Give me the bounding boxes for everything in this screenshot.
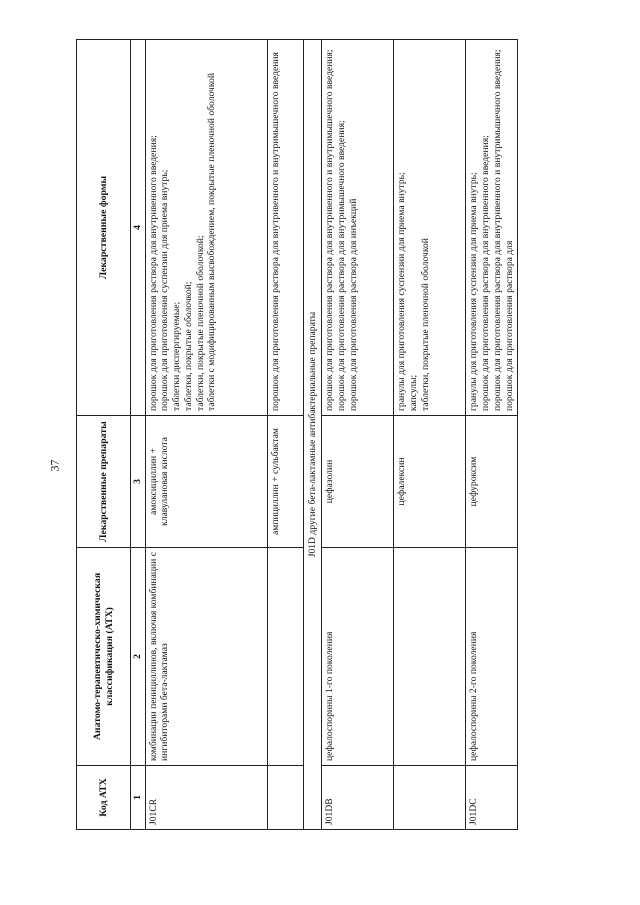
dosage-forms xyxy=(267,40,303,416)
section-title: J01D другие бета-лактамные антибактериальные препараты xyxy=(303,40,322,830)
atc-classification: цефалоспорины 1-го поколения xyxy=(322,548,394,766)
dosage-form: порошок для приготовления раствора для внутривенного и внутримышечного введения; xyxy=(324,49,336,411)
dosage-form: порошок для приготовления раствора для внутривенного и внутримышечного введения; xyxy=(491,49,503,411)
column-number: 4 xyxy=(131,40,146,416)
dosage-form: таблетки, покрытые пленочной оболочкой; xyxy=(194,235,206,411)
atc-classification: цефалоспорины 2-го поколения xyxy=(466,548,518,766)
dosage-form: капсулы; xyxy=(408,374,420,411)
table-row xyxy=(267,40,303,830)
header-classification: Анатомо-терапевтическо-химическая классификация (АТХ) xyxy=(77,548,131,766)
dosage-forms xyxy=(145,40,267,416)
drug-name: цефалексин xyxy=(394,416,466,548)
dosage-form: гранулы для приготовления суспензии для приема внутрь; xyxy=(396,172,408,411)
rotated-table-container xyxy=(76,40,611,830)
dosage-form: порошок для приготовления раствора для внутривенного введения; xyxy=(480,135,492,411)
dosage-form: порошок для приготовления раствора для xyxy=(503,240,515,411)
atc-classification: комбинации пенициллинов, включая комбинации с ингибиторами бета-лактамаз xyxy=(145,548,267,766)
header-code: Код АТХ xyxy=(77,766,131,830)
dosage-form: порошок для приготовления раствора для внутримышечного введения; xyxy=(336,120,348,411)
atc-code: J01DB xyxy=(322,766,394,830)
column-number: 2 xyxy=(131,548,146,766)
drug-name: ампициллин + сульбактам xyxy=(267,416,303,548)
section-row xyxy=(303,40,322,830)
dosage-form: таблетки с модифицированным высвобождением, покрытые пленочной оболочкой xyxy=(206,73,218,411)
dosage-form: порошок для приготовления раствора для внутривенного и внутримышечного введения xyxy=(269,52,281,411)
dosage-forms xyxy=(466,40,518,416)
column-number: 1 xyxy=(131,766,146,830)
dosage-form: порошок для приготовления суспензии для приема внутрь; xyxy=(159,169,171,411)
dosage-form: порошок для приготовления раствора для внутривенного введения; xyxy=(147,135,159,411)
header-drugs: Лекарственные препараты xyxy=(77,416,131,548)
dosage-form: гранулы для приготовления суспензии для приема внутрь; xyxy=(468,172,480,411)
table-row xyxy=(394,40,466,830)
dosage-forms xyxy=(322,40,394,416)
atc-classification xyxy=(267,548,303,766)
column-number-row xyxy=(131,40,146,830)
drug-table xyxy=(76,39,518,830)
table-row xyxy=(145,40,267,830)
atc-classification xyxy=(394,548,466,766)
dosage-form: таблетки, покрытые оболочкой; xyxy=(182,281,194,411)
drug-name: цефуроксим xyxy=(466,416,518,548)
atc-code: J01DC xyxy=(466,766,518,830)
table-header-row xyxy=(77,40,131,830)
dosage-form: порошок для приготовления раствора для инъекций xyxy=(347,198,359,411)
dosage-form: таблетки диспергируемые; xyxy=(171,301,183,411)
page-number: 37 xyxy=(47,459,62,472)
drug-name: амоксициллин + клавулановая кислота xyxy=(145,416,267,548)
drug-name: цефазолин xyxy=(322,416,394,548)
table-row xyxy=(322,40,394,830)
header-forms: Лекарственные формы xyxy=(77,40,131,416)
dosage-forms xyxy=(394,40,466,416)
table-row xyxy=(466,40,518,830)
atc-code xyxy=(267,766,303,830)
column-number: 3 xyxy=(131,416,146,548)
atc-code xyxy=(394,766,466,830)
dosage-form: таблетки, покрытые пленочной оболочкой xyxy=(419,238,431,411)
atc-code: J01CR xyxy=(145,766,267,830)
